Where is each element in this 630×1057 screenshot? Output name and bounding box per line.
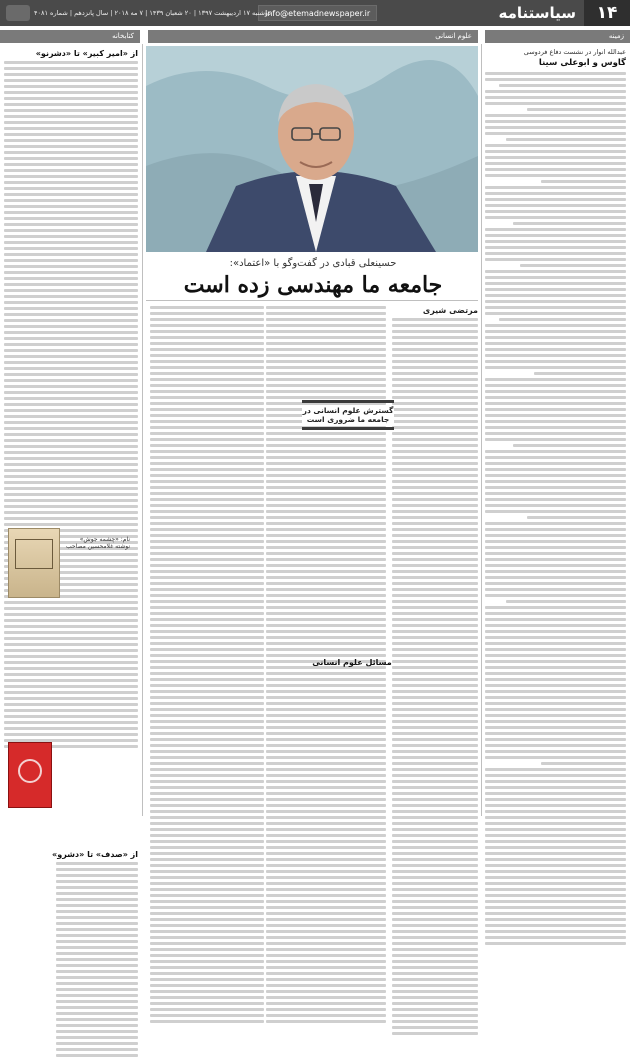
book-cover-image [8,528,60,598]
article-intro: عبدالله انوار در نشست دفاع فردوسی [523,48,626,56]
book-caption: نام: «چشمه جوش» نوشته غلامحسین مصاحب [65,536,130,550]
book-cover-image [8,742,52,808]
right-column-head: زمینه [485,30,630,43]
center-column-head: علوم انسانی [148,30,478,43]
article-headline: جامعه ما مهندسی زده است [183,272,443,298]
column-box-title: از «امیر کبیر» تا «دشرنو» [35,49,138,58]
newspaper-logo-icon [6,5,30,21]
article-byline: مرتضی شیری [422,306,478,315]
right-column [485,46,626,816]
masthead [0,0,630,26]
article-body-lines [485,72,626,945]
section-subheading: مسائل علوم انسانی [312,658,392,667]
box-body-lines [4,61,138,748]
page-number: ۱۴ [584,0,630,26]
article-body [146,304,478,814]
quote-rule [302,427,394,430]
pull-quote-text: گسترش علوم انسانی در جامعه ما ضروری است [302,406,394,424]
article-kicker: حسینعلی قبادی در گفت‌وگو با «اعتماد»: [229,258,397,269]
column-divider [481,44,482,816]
column-box-title: از «صدف» تا «دشرو» [52,850,138,859]
article-title: گاوس و ابوعلی سینا [538,58,626,68]
column-divider [142,44,143,816]
email-link[interactable]: Info@etemadnewspaper.ir [258,5,377,21]
box-body-lines [56,862,138,1057]
left-column [4,46,138,859]
portrait-photo [146,46,478,252]
section-title: سیاستنامه [498,4,576,22]
left-column-head: کتابخانه [0,30,140,43]
issue-info: دوشنبه ۱۷ اردیبهشت ۱۳۹۷ | ۲۰ شعبان ۱۴۳۹ | ۷ مه ۲۰۱۸ | سال پانزدهم | شماره ۴۰۸۱ [34,9,271,17]
headline-divider [146,300,478,301]
quote-rule [302,400,394,403]
pull-quote [302,400,394,433]
